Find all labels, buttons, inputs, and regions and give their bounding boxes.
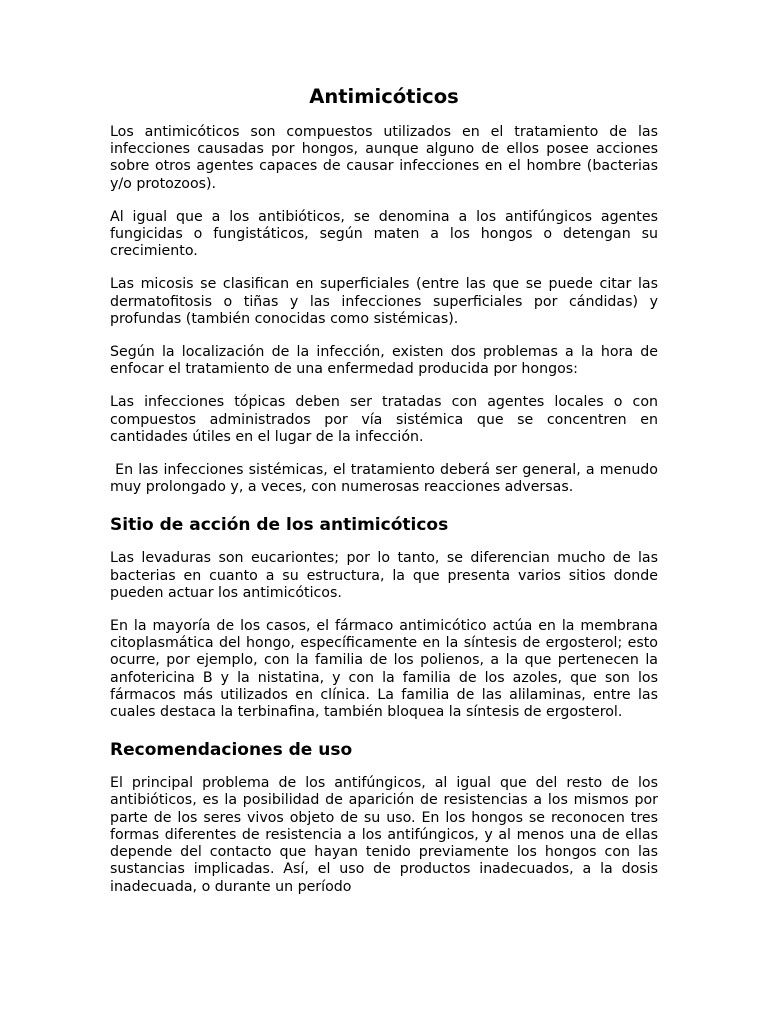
document-page <box>110 84 663 912</box>
section-heading-recomendaciones: Recomendaciones de uso <box>110 740 353 761</box>
section-heading-sitio-accion: Sitio de acción de los antimicóticos <box>110 515 449 536</box>
intro-paragraph-5: Las infecciones tópicas deben ser tratadas con agentes locales o con compuestos administrados por vía sistémica que se concentren en cantidades útiles en el lugar de la infección. <box>110 394 663 445</box>
section1-paragraph-2: En la mayoría de los casos, el fármaco antimicótico actúa en la membrana citoplasmática del hongo, específicamente en la síntesis de ergosterol; esto ocurre, por ejemplo, con la familia de los polienos, a la que pertenecen la anfotericina B y la nistatina, y con la familia de los azoles, que son los fármacos más utilizados en clínica. La familia de las alilaminas, entre las cuales destaca la terbinafina, también bloquea la síntesis de ergosterol. <box>110 618 663 721</box>
intro-paragraph-4: Según la localización de la infección, existen dos problemas a la hora de enfocar el tratamiento de una enfermedad producida por hongos: <box>110 344 663 378</box>
intro-paragraph-6: En las infecciones sistémicas, el tratamiento deberá ser general, a menudo muy prolongado y, a veces, con numerosas reacciones adversas. <box>110 462 663 496</box>
intro-paragraph-2: Al igual que a los antibióticos, se denomina a los antifúngicos agentes fungicidas o fungistáticos, según maten a los hongos o detengan su crecimiento. <box>110 208 663 260</box>
section1-paragraph-1: Las levaduras son eucariontes; por lo tanto, se diferencian mucho de las bacterias en cuanto a su estructura, la que presenta varios sitios donde pueden actuar los antimicóticos. <box>110 550 663 601</box>
section2-paragraph-1: El principal problema de los antifúngicos, al igual que del resto de los antibióticos, es la posibilidad de aparición de resistencias a los mismos por parte de los seres vivos objeto de su uso. En los hongos se reconocen tres formas diferentes de resistencia a los antifúngicos, y al menos una de ellas depende del contacto que hayan tenido previamente los hongos con las sustancias implicadas. Así, el uso de productos inadecuados, a la dosis inadecuada, o durante un período <box>110 775 663 895</box>
document-title: Antimicóticos <box>309 85 459 108</box>
intro-paragraph-3: Las micosis se clasifican en superficiales (entre las que se puede citar las dermatofitosis o tiñas y las infecciones superficiales por cándidas) y profundas (también conocidas como sistémicas). <box>110 276 663 327</box>
intro-paragraph-1: Los antimicóticos son compuestos utilizados en el tratamiento de las infecciones causadas por hongos, aunque alguno de ellos posee acciones sobre otros agentes capaces de causar infecciones en el hombre (bacterias y/o protozoos). <box>110 124 663 192</box>
